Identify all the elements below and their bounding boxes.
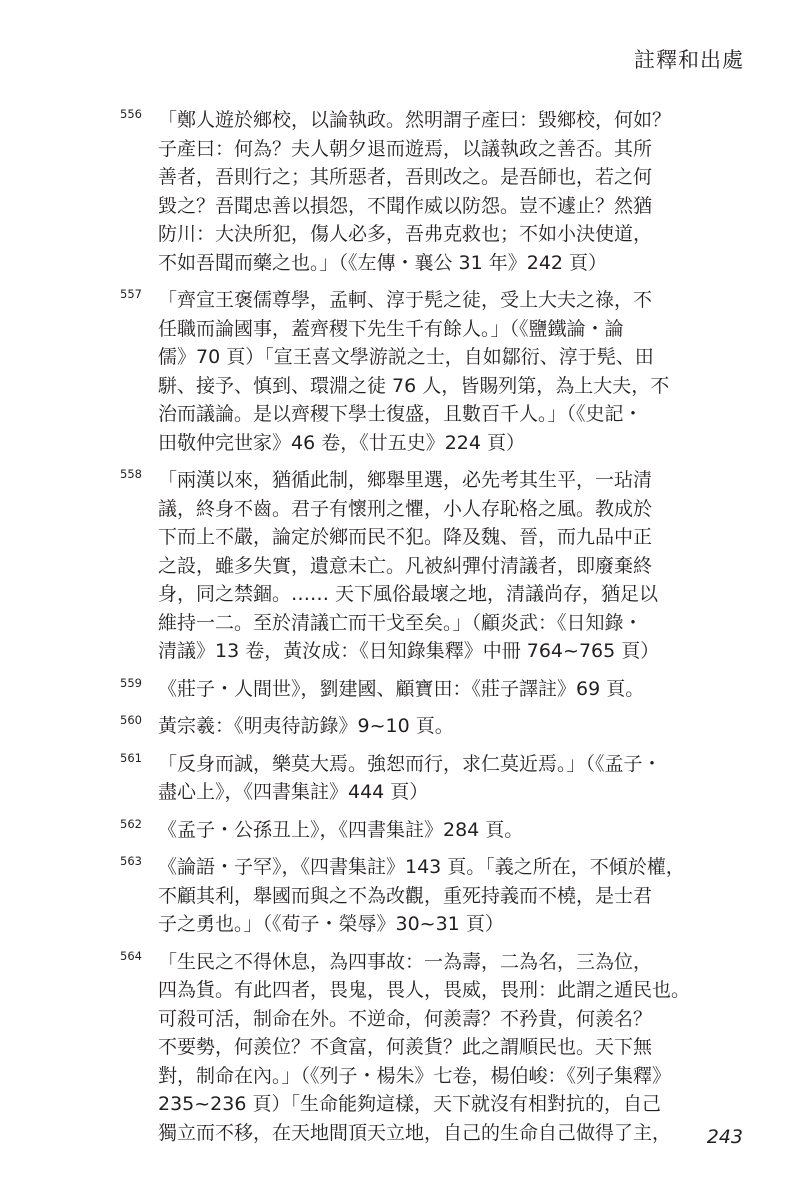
footnote-line: 子產曰：何為？夫人朝夕退而遊焉，以議執政之善否。其所	[158, 137, 653, 160]
footnote-line: 「反身而誠，樂莫大焉。強恕而行，求仁莫近焉。」（《孟子・	[158, 752, 662, 775]
footnote-line: 不顧其利，舉國而與之不為改觀，重死持義而不橈，是士君	[158, 884, 653, 907]
footnote-line: 《論語・子罕》，《四書集註》143 頁。「義之所在，不傾於權，	[158, 856, 685, 878]
footnote-562	[120, 816, 700, 845]
footnote-line: 不要勢，何羨位？不貪富，何羨貨？此之謂順民也。天下無	[158, 1036, 653, 1058]
footnote-number: 560	[120, 713, 142, 727]
footnote-number: 562	[120, 816, 142, 831]
footnote-number: 563	[120, 854, 142, 868]
footnote-number: 556	[120, 107, 142, 121]
footnote-line: 儒》70 頁）「宣王喜文學游説之士，自如鄒衍、淳于髡、田	[158, 346, 654, 368]
footnote-line: 身，同之禁錮。…… 天下風俗最壞之地，清議尚存，猶足以	[158, 583, 659, 605]
footnote-number: 557	[120, 287, 142, 301]
footnote-line: 「鄭人遊於鄉校，以論執政。然明謂子產曰：毀鄉校，何如？	[158, 109, 672, 131]
footnote-556	[120, 106, 700, 277]
footnote-text	[158, 712, 700, 741]
footnote-560	[120, 712, 700, 741]
footnote-number: 561	[120, 750, 142, 765]
footnote-line: 治而議論。是以齊稷下學士復盛，且數百千人。」（《史記・	[158, 403, 643, 425]
footnote-line: 任職而論國事，蓋齊稷下先生千有餘人。」（《鹽鐵論・論	[158, 317, 624, 340]
footnote-text	[158, 675, 700, 704]
footnote-line: 善者，吾則行之；其所惡者，吾則改之。是吾師也，若之何	[158, 166, 653, 188]
footnote-line: 「兩漢以來，猶循此制，鄉舉里選，必先考其生平，一玷清	[158, 469, 653, 491]
footnote-text	[158, 466, 700, 666]
footnote-line: 議，終身不齒。君子有懷刑之懼，小人存恥格之風。教成於	[158, 497, 653, 520]
footnote-line: 盡心上》，《四書集註》444 頁）	[158, 781, 429, 803]
footnote-line: 黃宗羲：《明夷待訪錄》9~10 頁。	[158, 715, 454, 737]
footnote-text	[158, 948, 700, 1148]
footnote-line: 獨立而不移，在天地間頂天立地，自己的生命自己做得了主，	[158, 1121, 672, 1144]
footnote-563	[120, 853, 700, 939]
footnote-line: 「生民之不得休息，為四事故：一為壽，二為名，三為位，	[158, 950, 653, 973]
page-number: 243	[706, 1126, 743, 1148]
footnote-line: 四為貨。有此四者，畏鬼，畏人，畏威，畏刑：此謂之遁民也。	[158, 979, 691, 1001]
footnote-line: 《孟子・公孫丑上》，《四書集註》284 頁。	[158, 818, 524, 841]
footnote-text	[158, 816, 700, 845]
footnote-line: 子之勇也。」（《荀子・榮辱》30~31 頁）	[158, 913, 504, 935]
footnote-text	[158, 853, 700, 939]
footnote-line: 駢、接予、慎到、環淵之徒 76 人，皆賜列第，為上大夫，不	[158, 374, 670, 397]
footnote-line: 之設，雖多失實，遺意未亡。凡被糾彈付清議者，即廢棄終	[158, 554, 653, 577]
footnote-line: 「齊宣王褒儒尊學，孟軻、淳于髡之徒，受上大夫之祿，不	[158, 289, 653, 311]
footnote-558	[120, 466, 700, 666]
footnote-number: 558	[120, 467, 142, 481]
footnote-line: 田敬仲完世家》46 卷，《廿五史》224 頁）	[158, 431, 526, 454]
footnote-text	[158, 750, 700, 807]
footnote-line: 維持一二。至於清議亡而干戈至矣。」（顧炎武：《日知錄・	[158, 611, 643, 634]
footnote-text	[158, 286, 700, 457]
footnote-list	[120, 106, 700, 1156]
footnote-line: 可殺可活，制命在外。不逆命，何羨壽？不矜貴，何羨名？	[158, 1007, 653, 1030]
footnote-number: 559	[120, 675, 142, 690]
footnote-line: 《莊子・人間世》，劉建國、顧寶田：《莊子譯註》69 頁。	[158, 677, 645, 700]
footnote-line: 下而上不嚴，論定於鄉而民不犯。降及魏、晉，而九品中正	[158, 526, 653, 548]
footnote-line: 235~236 頁）「生命能夠這樣，天下就沒有相對抗的，自己	[158, 1093, 661, 1115]
footnote-text	[158, 106, 700, 277]
running-header: 註釋和出處	[634, 48, 744, 72]
footnote-557	[120, 286, 700, 457]
footnote-line: 不如吾聞而藥之也。」（《左傳・襄公 31 年》242 頁）	[158, 251, 608, 274]
footnote-number: 564	[120, 948, 142, 963]
footnote-561	[120, 750, 700, 807]
footnote-559	[120, 675, 700, 704]
footnote-line: 毀之？吾聞忠善以損怨，不聞作威以防怨。豈不遽止？然猶	[158, 194, 653, 217]
footnote-line: 防川：大決所犯，傷人必多，吾弗克救也；不如小決使道，	[158, 223, 653, 245]
footnote-line: 清議》13 卷，黃汝成：《日知錄集釋》中冊 764~765 頁）	[158, 640, 660, 662]
footnote-line: 對，制命在內。」（《列子・楊朱》七卷，楊伯峻：《列子集釋》	[158, 1064, 672, 1087]
footnote-564	[120, 948, 700, 1148]
